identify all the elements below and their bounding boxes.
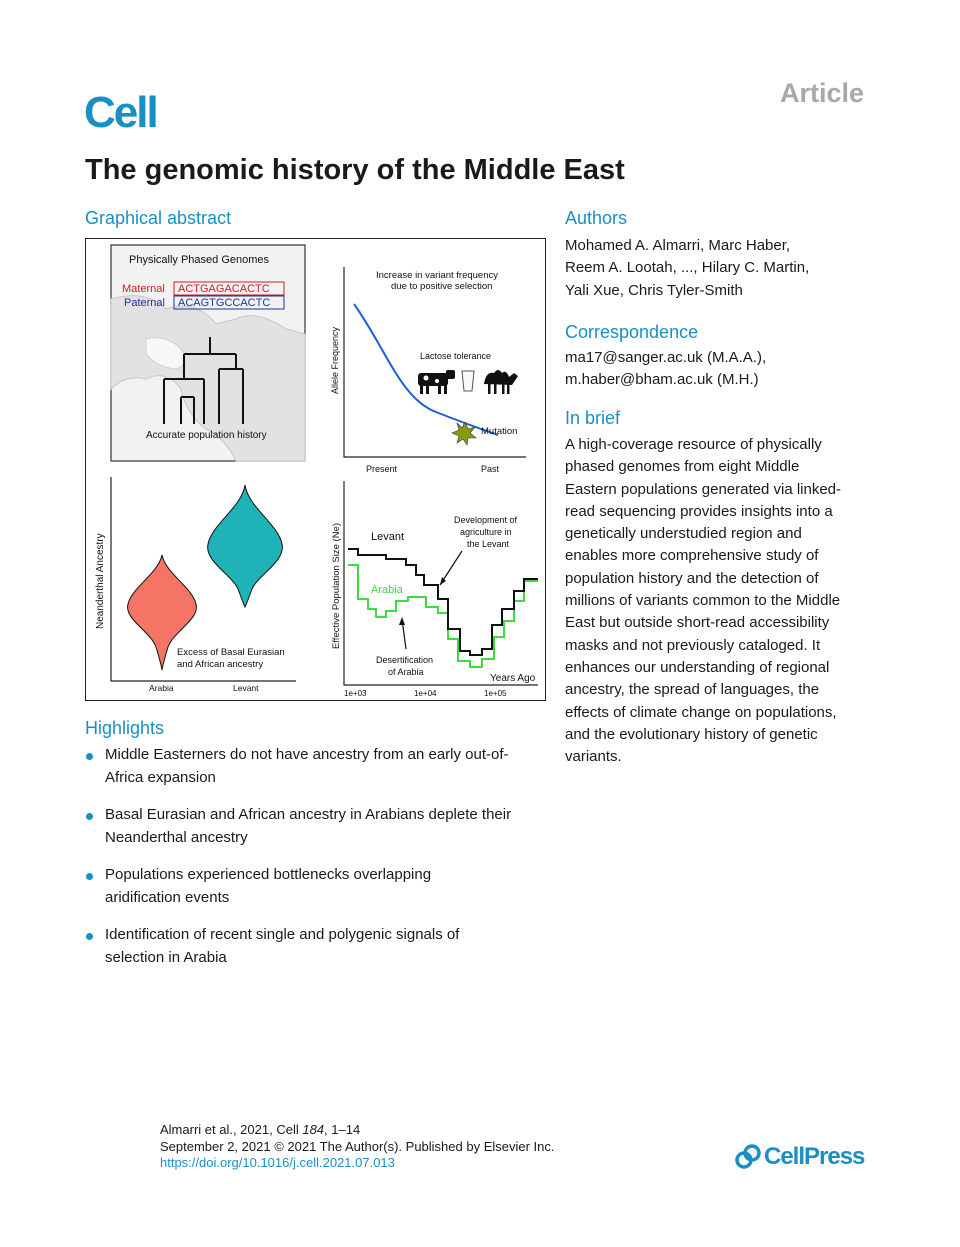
in-brief-line: millions of variants common to the Middle <box>565 592 841 610</box>
in-brief-line: East but outside short-read accessibility <box>565 614 830 632</box>
authors-line: Yali Xue, Chris Tyler-Smith <box>565 281 743 299</box>
paternal-sequence: ACAGTGCCACTC <box>178 297 271 309</box>
levant-violin <box>208 485 283 607</box>
highlight-line: Neanderthal ancestry <box>105 828 248 846</box>
article-type-label: Article <box>779 78 864 108</box>
past-label: Past <box>481 464 500 474</box>
phased-genomes-title: Physically Phased Genomes <box>129 254 270 266</box>
highlight-item <box>85 744 555 789</box>
in-brief-line: variants. <box>565 748 622 766</box>
highlight-line: Identification of recent single and polygenic signals of <box>105 926 460 943</box>
selection-title-line2: due to positive selection <box>391 281 493 292</box>
levant-series-label: Levant <box>371 531 405 543</box>
citation-footer <box>160 1122 555 1172</box>
in-brief-line: ancestry, the spread of languages, the <box>565 681 820 699</box>
in-brief-line: and the evolutionary history of genetic <box>565 725 818 743</box>
doi-link[interactable]: https://doi.org/10.1016/j.cell.2021.07.013 <box>160 1155 395 1170</box>
correspondence-heading: Correspondence <box>565 322 699 342</box>
in-brief-line: phased genomes from eight Middle <box>565 458 800 476</box>
population-size-panel <box>331 481 538 698</box>
highlights-heading: Highlights <box>85 718 165 738</box>
arabia-series-label: Arabia <box>371 584 403 596</box>
x-tick-1e04: 1e+04 <box>414 689 437 698</box>
in-brief-line: genetically understudied region and <box>565 525 802 543</box>
milk-glass-icon <box>462 371 474 391</box>
authors-list <box>565 235 885 302</box>
graphical-abstract-heading: Graphical abstract <box>85 208 232 228</box>
lactose-tolerance-annotation: Lactose tolerance <box>420 351 492 361</box>
cow-icon <box>418 370 455 394</box>
authors-heading: Authors <box>565 208 628 228</box>
x-tick-1e05: 1e+05 <box>484 689 507 698</box>
email-link[interactable]: m.haber@bham.ac.uk (M.H.) <box>565 371 759 389</box>
agriculture-annotation-line2: agriculture in <box>460 527 512 537</box>
selection-title-line1: Increase in variant frequency <box>376 270 498 281</box>
correspondence-emails <box>565 347 885 392</box>
agriculture-annotation-line1: Development of <box>454 515 518 525</box>
positive-selection-panel <box>330 267 526 474</box>
cellpress-wordmark: CellPress <box>764 1143 865 1170</box>
authors-line: Reem A. Lootah, ..., Hilary C. Martin, <box>565 259 810 277</box>
present-label: Present <box>366 464 398 474</box>
email-link[interactable]: ma17@sanger.ac.uk (M.A.A.), <box>565 349 767 366</box>
citation-pages: , 1–14 <box>324 1122 361 1137</box>
in-brief-line: population history and the detection of <box>565 569 819 587</box>
desertification-annotation-line2: of Arabia <box>388 667 424 677</box>
in-brief-line: enhances our understanding of regional <box>565 658 830 676</box>
graphical-abstract-figure <box>85 238 546 701</box>
bullet-icon <box>86 873 93 880</box>
selection-curve <box>354 304 498 435</box>
in-brief-line: masks and not previously cataloged. It <box>565 636 821 654</box>
violin-x-label-levant: Levant <box>233 683 259 693</box>
paternal-label: Paternal <box>124 297 165 309</box>
in-brief-line: enables more comprehensive study of <box>565 547 819 565</box>
highlight-item <box>85 924 555 969</box>
highlight-line: Basal Eurasian and African ancestry in Arabians deplete their <box>105 806 512 823</box>
allele-frequency-ylabel: Allele Frequency <box>330 326 340 394</box>
in-brief-line: Eastern populations generated via linked- <box>565 480 842 498</box>
cellpress-logo <box>735 1143 864 1171</box>
highlight-line: Populations experienced bottlenecks overlapping <box>105 866 432 883</box>
citation-prefix: Almarri et al., 2021, Cell <box>160 1122 303 1137</box>
desertification-annotation-line1: Desertification <box>376 655 434 665</box>
basal-eurasian-caption-line2: and African ancestry <box>177 659 264 670</box>
page-title: The genomic history of the Middle East <box>85 154 625 186</box>
in-brief-text <box>565 434 895 768</box>
cell-journal-logo: Cell <box>84 88 157 137</box>
citation-volume: 184 <box>302 1122 325 1137</box>
publication-date-line: September 2, 2021 © 2021 The Author(s). Published by Elsevier Inc. <box>160 1138 555 1154</box>
in-brief-line: effects of climate change on populations, <box>565 703 837 721</box>
authors-line: Mohamed A. Almarri, Marc Haber, <box>565 237 791 254</box>
bullet-icon <box>86 813 93 820</box>
in-brief-line: A high-coverage resource of physically <box>565 436 822 453</box>
highlight-line: aridification events <box>105 888 230 906</box>
neanderthal-ancestry-ylabel: Neanderthal Ancestry <box>95 533 106 629</box>
highlight-line: Africa expansion <box>105 768 216 786</box>
camel-icon <box>484 370 518 394</box>
highlight-item <box>85 864 555 909</box>
levant-ne-line <box>348 549 538 655</box>
highlight-line: selection in Arabia <box>105 948 227 966</box>
in-brief-line: read sequencing provides insights into a <box>565 502 833 520</box>
bullet-icon <box>86 753 93 760</box>
mutation-label: Mutation <box>481 426 518 437</box>
x-tick-1e03: 1e+03 <box>344 689 367 698</box>
citation-line <box>160 1122 555 1139</box>
in-brief-heading: In brief <box>565 408 621 428</box>
maternal-sequence: ACTGAGACACTC <box>178 283 270 295</box>
maternal-label: Maternal <box>122 283 165 295</box>
highlight-line: Middle Easterners do not have ancestry from an early out-of- <box>105 746 509 763</box>
highlights-list <box>85 744 555 984</box>
phased-genomes-panel <box>111 245 305 461</box>
neanderthal-violin-panel <box>95 477 296 693</box>
agriculture-annotation-line3: the Levant <box>467 539 510 549</box>
bullet-icon <box>86 933 93 940</box>
years-ago-xlabel: Years Ago <box>490 673 536 684</box>
highlight-item <box>85 804 555 849</box>
popsize-ylabel: Effective Population Size (Ne) <box>331 522 342 649</box>
graphical-abstract-svg <box>86 239 547 702</box>
violin-x-label-arabia: Arabia <box>149 683 174 693</box>
population-history-caption: Accurate population history <box>146 430 267 441</box>
basal-eurasian-caption-line1: Excess of Basal Eurasian <box>177 647 285 658</box>
cellpress-mark-icon <box>735 1144 761 1170</box>
